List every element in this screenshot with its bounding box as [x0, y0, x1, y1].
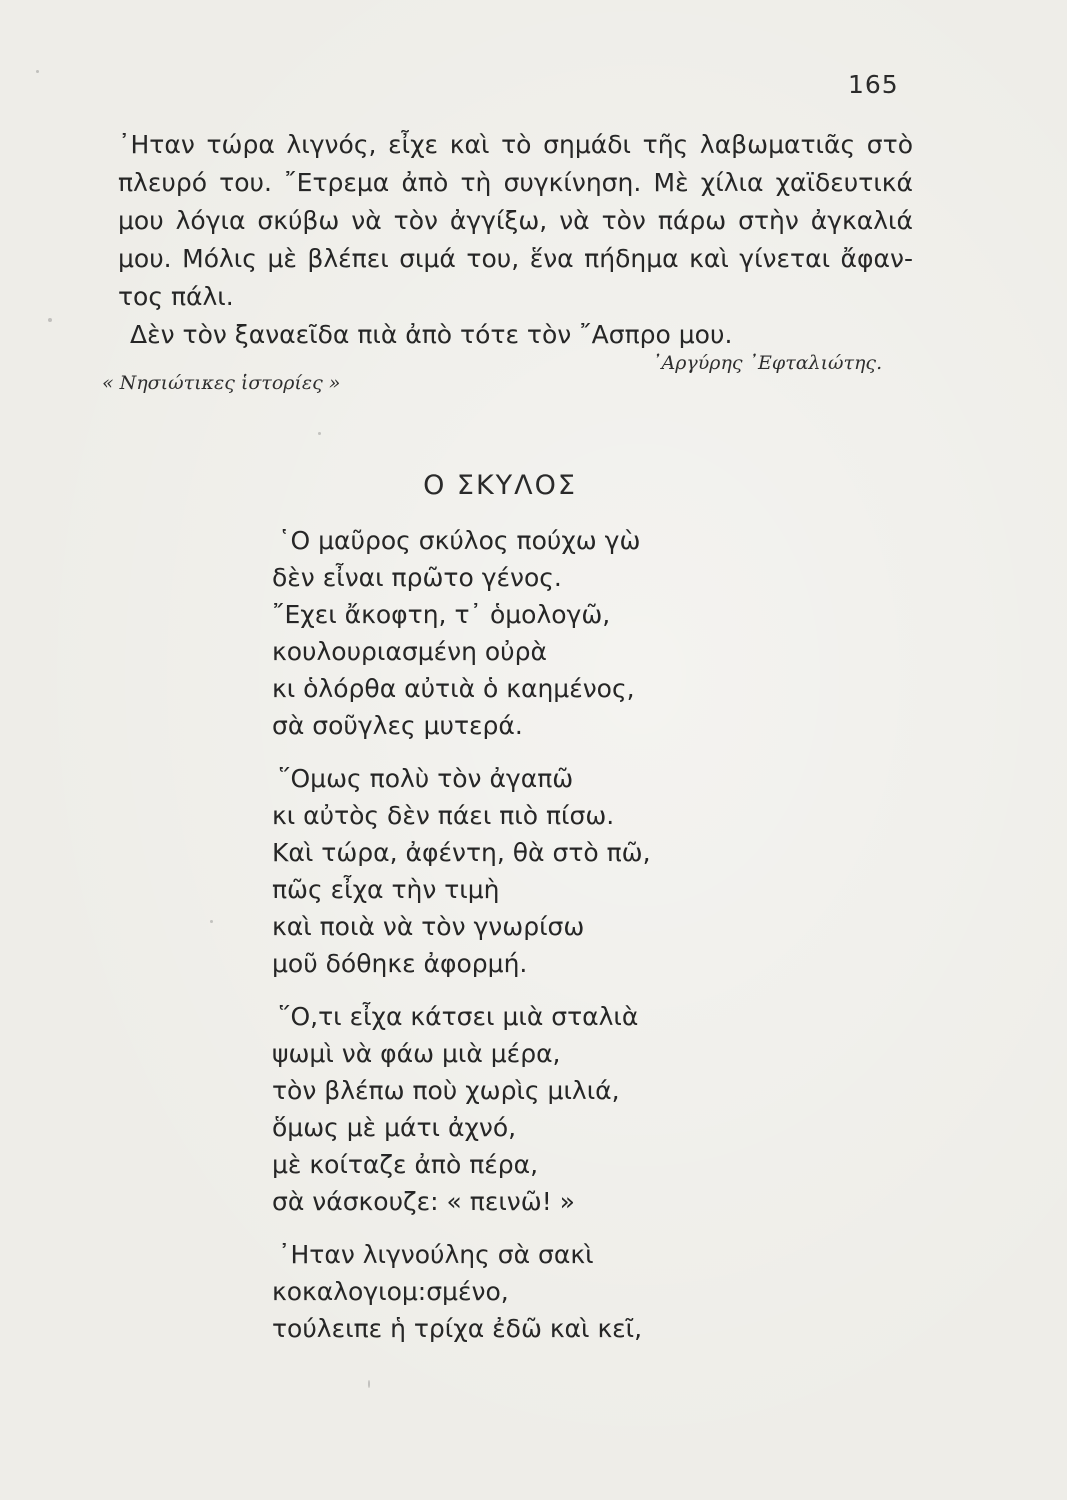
- poem-verse: ψωμὶ νὰ φάω μιὰ μέρα,: [272, 1039, 561, 1068]
- prose-passage: [118, 126, 913, 354]
- poem-verse: ὅμως μὲ μάτι ἀχνό,: [272, 1113, 517, 1142]
- poem-verse: ᾿Ηταν λιγνούλης σὰ σακὶ: [278, 1240, 594, 1269]
- poem-verse: δὲν εἶναι πρῶτο γένος.: [272, 563, 562, 592]
- prose-line: μου λόγια σκύβω νὰ τὸν ἀγγίξω, νὰ τὸν πάρω στὴν ἀγκαλιά: [118, 206, 913, 235]
- poem-verse: καὶ ποιὰ νὰ τὸν γνωρίσω: [272, 912, 585, 941]
- poem-verse: μοῦ δόθηκε ἀφορμή.: [272, 949, 528, 978]
- scan-speck: [318, 432, 321, 435]
- poem-verse: κι ὁλόρθα αὐτιὰ ὁ καημένος,: [272, 674, 635, 703]
- poem-verse: τούλειπε ἡ τρίχα ἐδῶ καὶ κεῖ,: [272, 1314, 643, 1343]
- source-citation: « Νησιώτικες ἱστορίες »: [102, 372, 341, 394]
- poem-verse: κι αὐτὸς δὲν πάει πιὸ πίσω.: [272, 801, 615, 830]
- poem-verse: σὰ σοῦγλες μυτερά.: [272, 711, 523, 740]
- poem-stanza: [272, 760, 832, 982]
- poem-body: [272, 522, 832, 1363]
- scan-speck: [36, 70, 39, 73]
- page-number: 165: [848, 70, 899, 99]
- scan-speck: [368, 1380, 370, 1388]
- poem-verse: ῞Ο,τι εἶχα κάτσει μιὰ σταλιὰ: [278, 1002, 639, 1031]
- prose-line: μου. Μόλις μὲ βλέπει σιμά του, ἕνα πήδημα καὶ γίνεται ἄφαν-: [118, 244, 913, 273]
- scan-speck: [210, 920, 213, 923]
- poem-verse: μὲ κοίταζε ἀπὸ πέρα,: [272, 1150, 539, 1179]
- poem-verse: Καὶ τώρα, ἀφέντη, θὰ στὸ πῶ,: [272, 838, 651, 867]
- poem-verse: ῎Εχει ἄκοφτη, τ᾿ ὁμολογῶ,: [272, 600, 611, 629]
- poem-verse: σὰ νάσκουζε: « πεινῶ! »: [272, 1187, 575, 1216]
- poem-verse: κουλουριασμένη οὐρὰ: [272, 637, 547, 666]
- poem-verse: ῾Ο μαῦρος σκύλος πούχω γὼ: [278, 526, 641, 555]
- poem-stanza: [272, 522, 832, 744]
- poem-stanza: [272, 998, 832, 1220]
- poem-verse: ῞Ομως πολὺ τὸν ἀγαπῶ: [278, 764, 574, 793]
- prose-closing-line: Δὲν τὸν ξαναεῖδα πιὰ ἀπὸ τότε τὸν ῎Ασπρο μου.: [130, 320, 733, 349]
- poem-verse: τὸν βλέπω ποὺ χωρὶς μιλιά,: [272, 1076, 620, 1105]
- poem-stanza: [272, 1236, 832, 1347]
- prose-line: τος πάλι.: [118, 282, 234, 311]
- prose-line: ᾿Ηταν τώρα λιγνός, εἶχε καὶ τὸ σημάδι τῆς λαβωματιᾶς στὸ: [118, 130, 913, 159]
- poem-verse: πῶς εἶχα τὴν τιμὴ: [272, 875, 500, 904]
- author-signature: ᾿Αργύρης ᾿Εφταλιώτης.: [652, 352, 883, 374]
- scan-speck: [48, 318, 52, 322]
- poem-verse: κοκαλογιομ:σμένο,: [272, 1277, 509, 1306]
- prose-line: πλευρό του. ῎Ετρεμα ἀπὸ τὴ συγκίνηση. Μὲ χίλια χαϊδευτικά: [118, 168, 913, 197]
- poem-title: Ο ΣΚΥΛΟΣ: [423, 470, 577, 501]
